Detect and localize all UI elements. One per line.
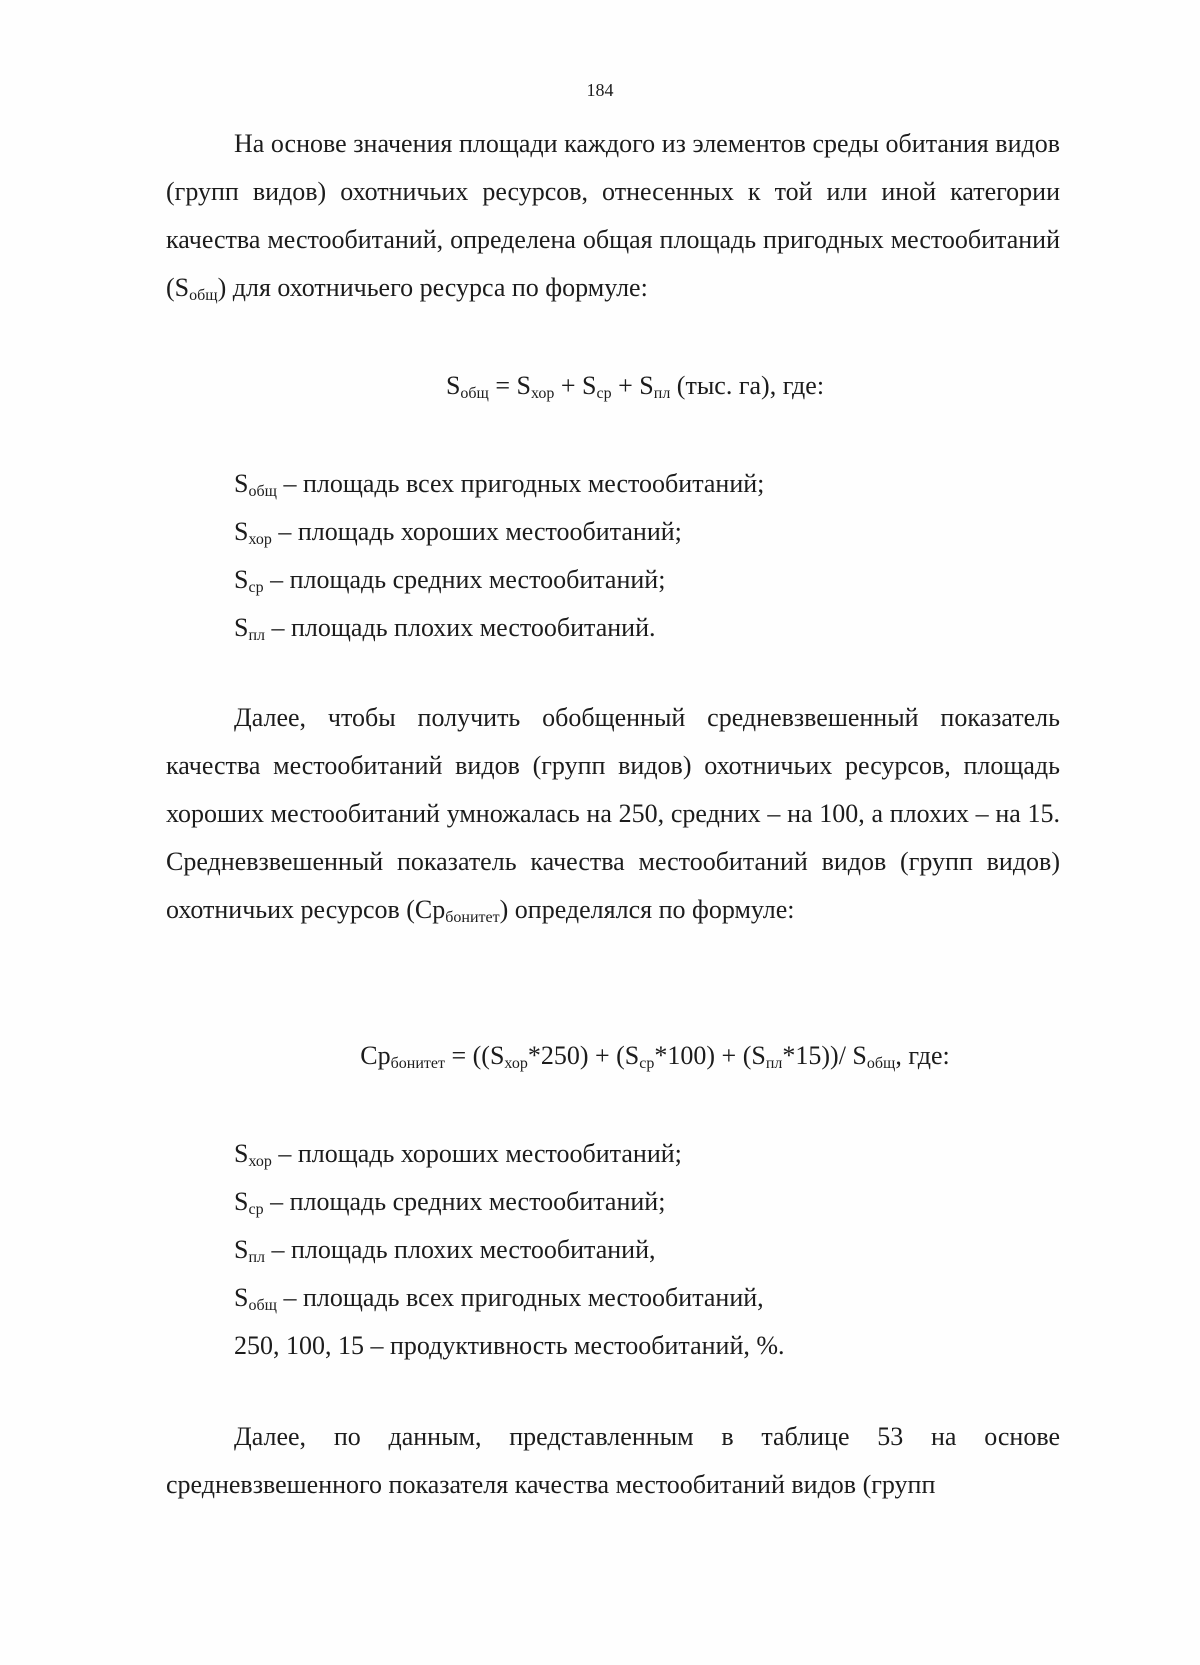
formula-part: + S	[611, 371, 654, 400]
subscript: хор	[504, 1055, 528, 1072]
subscript: пл	[653, 385, 671, 402]
definition-text: – площадь хороших местообитаний;	[271, 1139, 682, 1168]
definition-symbol: S	[234, 517, 249, 546]
definition-text: – площадь плохих местообитаний.	[265, 613, 656, 642]
paragraph-habitat-area	[166, 120, 1060, 312]
formula-symbol: Ср	[360, 1041, 391, 1070]
paragraph-text: ) для охотничьего ресурса по формуле:	[217, 273, 648, 302]
subscript: ср	[248, 579, 264, 596]
paragraph-weighted-index	[166, 694, 1060, 934]
definition-text: – площадь хороших местообитаний;	[271, 517, 682, 546]
formula-part: *100) + (S	[654, 1041, 766, 1070]
subscript: общ	[866, 1055, 896, 1072]
definition-item	[234, 556, 764, 604]
definition-symbol: 250, 100, 15	[234, 1331, 364, 1360]
formula-part: *15))/ S	[782, 1041, 867, 1070]
definition-item	[234, 460, 764, 508]
subscript: общ	[189, 287, 218, 304]
formula-part: , где:	[895, 1041, 950, 1070]
paragraph-table-reference	[166, 1413, 1060, 1509]
formula-total-area	[0, 366, 1200, 406]
subscript: ср	[596, 385, 612, 402]
paragraph-text: Далее, по данным, представленным в таблице 53 на основе средневзвешенного показателя качества местообитаний видов (групп	[166, 1422, 1060, 1499]
definition-text: – площадь всех пригодных местообитаний,	[276, 1283, 764, 1312]
definition-item	[234, 1322, 785, 1370]
definition-symbol: S	[234, 1235, 249, 1264]
definition-list-1	[234, 460, 764, 652]
subscript: бонитет	[390, 1055, 445, 1072]
paragraph-text: Далее, чтобы получить обобщенный средневзвешенный показатель качества местообитаний видов (групп видов) охотничьих ресурсов, площадь хороших местообитаний умножалась на 250, средних – на 100, а плохих – на 15. Средневзвешенный показатель качества местообитаний видов (групп видов) охотничьих ресурсов (Ср	[166, 703, 1060, 924]
subscript: хор	[248, 1153, 272, 1170]
definition-item	[234, 1226, 785, 1274]
subscript: общ	[460, 385, 489, 402]
definition-item	[234, 604, 764, 652]
definition-item	[234, 1178, 785, 1226]
subscript: пл	[248, 1249, 266, 1266]
paragraph-text: ) определялся по формуле:	[499, 895, 795, 924]
subscript: ср	[248, 1201, 264, 1218]
subscript: общ	[248, 1297, 277, 1314]
definition-item	[234, 508, 764, 556]
definition-symbol: S	[234, 565, 249, 594]
definition-item	[234, 1274, 785, 1322]
definition-symbol: S	[234, 613, 249, 642]
definition-text: – площадь средних местообитаний;	[263, 565, 666, 594]
paragraph-text: На основе значения площади каждого из элементов среды обитания видов (групп видов) охотничьих ресурсов, отнесенных к той или иной категории качества местообитаний, определена общая площадь пригодных местообитаний (S	[166, 129, 1060, 302]
formula-part: *250) + (S	[527, 1041, 640, 1070]
subscript: пл	[248, 627, 266, 644]
definition-symbol: S	[234, 1139, 249, 1168]
formula-symbol: S	[445, 371, 461, 400]
definition-item	[234, 1130, 785, 1178]
formula-part: = ((S	[444, 1041, 505, 1070]
subscript: бонитет	[445, 909, 500, 926]
definition-list-2	[234, 1130, 785, 1370]
subscript: хор	[248, 531, 272, 548]
subscript: ср	[639, 1055, 655, 1072]
formula-part: + S	[554, 371, 597, 400]
page-number: 184	[586, 80, 614, 100]
definition-text: – площадь плохих местообитаний,	[265, 1235, 656, 1264]
definition-symbol: S	[234, 469, 249, 498]
definition-symbol: S	[234, 1187, 249, 1216]
formula-part: (тыс. га), где:	[670, 371, 825, 400]
definition-text: – площадь средних местообитаний;	[263, 1187, 666, 1216]
subscript: общ	[248, 483, 277, 500]
formula-part: = S	[488, 371, 531, 400]
formula-bonitet	[0, 1036, 1200, 1076]
subscript: хор	[531, 385, 555, 402]
definition-symbol: S	[234, 1283, 249, 1312]
definition-text: – площадь всех пригодных местообитаний;	[276, 469, 765, 498]
subscript: пл	[765, 1055, 783, 1072]
definition-text: – продуктивность местообитаний, %.	[364, 1331, 785, 1360]
